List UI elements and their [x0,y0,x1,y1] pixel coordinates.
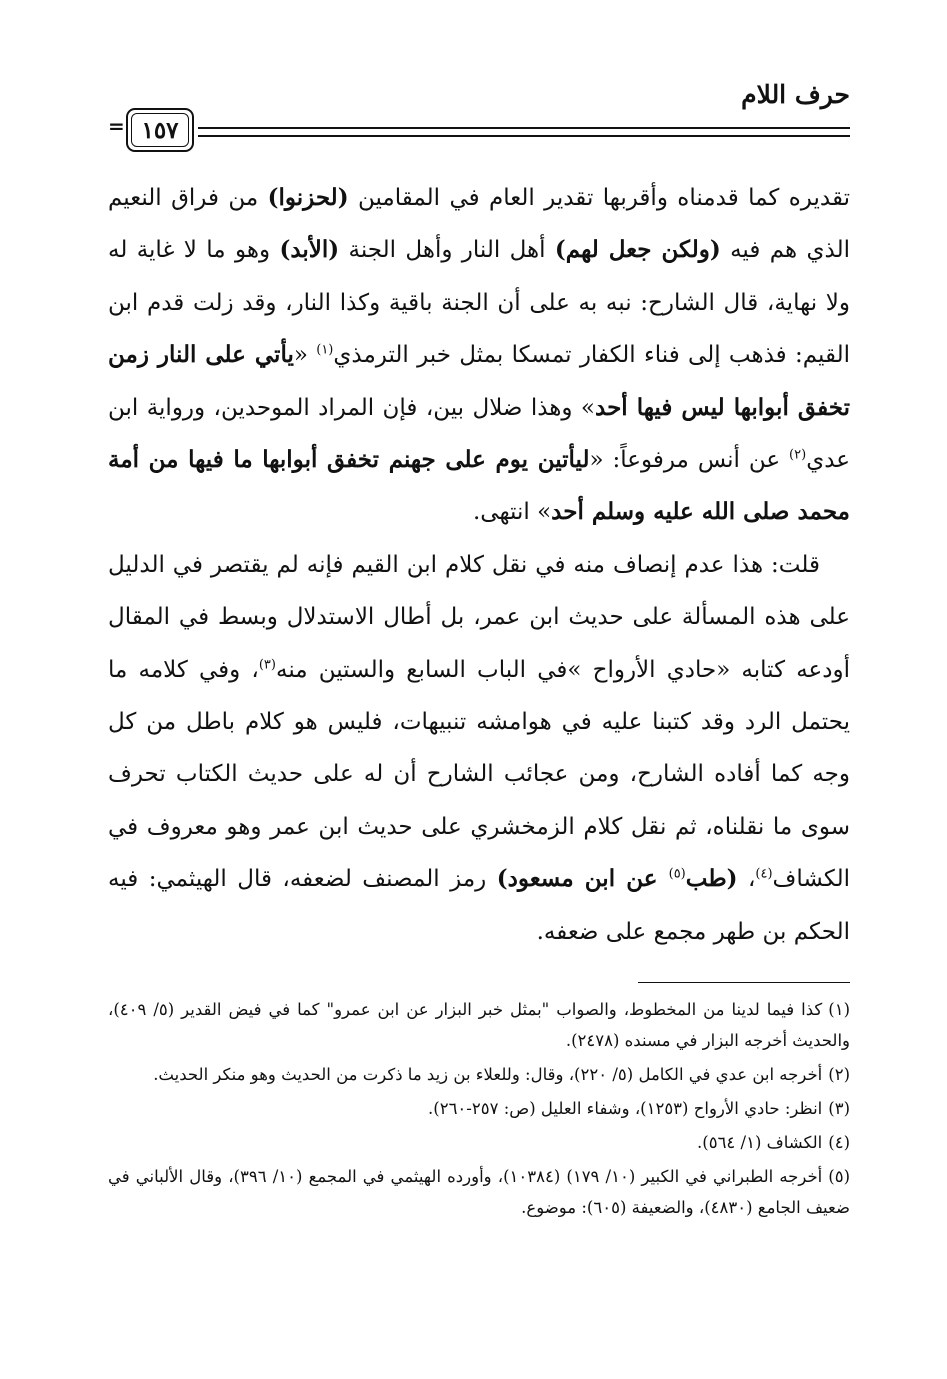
footnote-ref-2[interactable]: (٢) [789,447,807,463]
page-number: ١٥٧ [141,116,179,144]
text-run: » انتهى. [472,499,552,526]
footnotes [108,994,850,1226]
footnote-text: كذا فيما لدينا من المخطوط، والصواب "بمثل خبر البزار عن ابن عمرو" كما في فيض القدير (٥/ ٤٠٩)، والحديث أخرجه البزار في مسنده (٢٤٧٨). [108,1000,850,1050]
footnote-5 [108,1161,850,1223]
paragraph-2 [108,539,850,958]
footnote-number: (٢) [828,1065,850,1084]
bold-quote: (الأبد) [279,236,340,264]
footnote-number: (٥) [828,1167,851,1186]
footnote-separator [638,982,850,983]
bold-source: عن ابن مسعود) [496,865,669,893]
page-header [108,80,850,156]
footnote-text: أخرجه الطبراني في الكبير (١٠/ ١٧٩) (١٠٣٨٤)، وأورده الهيثمي في المجمع (١٠/ ٣٩٦)، وقال الألباني في ضعيف الجامع (٤٨٣٠)، والضعيفة (٦٠٥): موضوع. [108,1167,850,1217]
footnote-ref-4[interactable]: (٤) [755,866,773,882]
bold-source: (طب [685,865,738,893]
footnote-ref-3[interactable]: (٣) [258,657,276,672]
text-run: عن أنس مرفوعاً: « [589,447,790,474]
text-run: ، [737,866,756,893]
footnote-2 [108,1059,850,1090]
text-run: رمز المصنف لضعفه، قال الهيثمي: فيه الحكم بن طهر مجمع على ضعفه. [108,866,850,945]
text-run: قلت: هذا عدم إنصاف منه في نقل كلام ابن القيم فإنه لم يقتصر في الدليل على هذه المسألة على حديث ابن عمر، بل أطال الاستدلال وبسط في المقال أودعه كتابه «حادي الأرواح »في الباب السابع والستين منه [108,551,851,683]
paragraph-1 [108,172,850,539]
header-rule-top [198,127,850,129]
bold-hadith: يأتي على النار زمن تخفق أبوابها ليس فيها أحد [108,341,850,421]
text-run: أهل النار وأهل الجنة [339,237,555,264]
header-ornament: = [108,114,125,138]
bold-quote: (ولكن جعل لهم) [554,236,721,264]
chapter-title: حرف اللام [741,80,850,109]
footnote-number: (٤) [828,1133,850,1152]
footnote-ref-1[interactable]: (١) [316,342,334,358]
footnote-number: (١) [828,1000,850,1019]
text-run: « [293,342,317,369]
page-number-frame [126,108,194,152]
text-run: وهو ما لا غاية له ولا نهاية، قال الشارح: نبه به على أن الجنة باقية وكذا النار، وقد زلت قدم ابن القيم: فذهب إلى فناء الكفار تمسكا بمثل خبر الترمذي [108,237,850,369]
footnote-text: انظر: حادي الأرواح (١٢٥٣)، وشفاء العليل (ص: ٢٥٧-٢٦٠). [428,1099,823,1118]
header-rule-bottom [198,135,850,137]
footnote-text: أخرجه ابن عدي في الكامل (٥/ ٢٢٠)، وقال: وللعلاء بن زيد ما ذكرت من الحديث وهو منكر الحديث. [153,1065,823,1084]
footnote-text: الكشاف (١/ ٥٦٤). [697,1133,823,1152]
footnote-1 [108,994,850,1056]
footnote-4 [108,1127,850,1158]
bold-quote: (لحزنوا) [267,184,349,211]
footnote-number: (٣) [828,1099,850,1118]
footnote-ref-5[interactable]: (٥) [668,866,686,882]
main-text [108,172,850,958]
text-run: » وهذا ضلال بين، فإن المراد الموحدين، ورواية ابن عدي [108,394,850,474]
footnote-3 [108,1093,850,1124]
bold-hadith: ليأتين يوم على جهنم تخفق أبوابها ما فيها من أمة محمد صلى الله عليه وسلم أحد [108,446,850,526]
text-run: ، وفي كلامه ما يحتمل الرد وقد كتبنا عليه في هوامشه تنبيهات، فليس هو كلام باطل من كل وجه كما أفاده الشارح، ومن عجائب الشارح أن له على حديث الكتاب تحرف سوى ما نقلناه، ثم نقل كلام الزمخشري على حديث ابن عمر وهو معروف في الكشاف [108,656,851,893]
text-run: تقديره كما قدمناه وأقربها تقدير العام في المقامين [348,185,850,211]
text-run: من فراق النعيم الذي هم فيه [108,185,850,264]
